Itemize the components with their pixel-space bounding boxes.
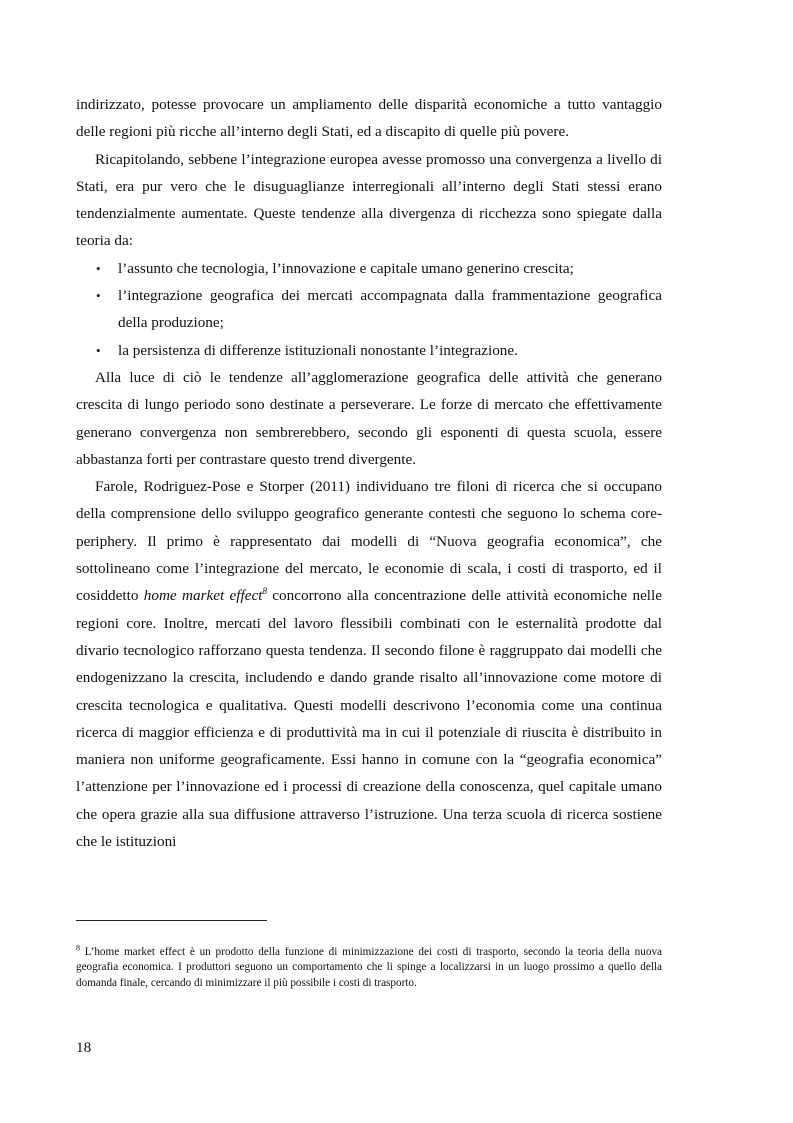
- paragraph-text-after: concorrono alla concentrazione delle attività economiche nelle regioni core. Inoltre, mercati del lavoro flessibili combinati con le esternalità prodotte dal divario tecnologico rafforzano questa tendenza. Il secondo filone è raggruppato dai modelli che endogenizzano la crescita, includendo e dando grande risalto all’innovazione come motore di crescita tecnologica e qualitativa. Questi modelli descrivono l’economia come una continua ricerca di maggior efficienza e di produttività ma in cui il potenziale di riuscita è distribuito in maniera non uniforme geograficamente. Essi hanno in comune con la “geografia economica” l’attenzione per l’innovazione ed i processi di creazione della conoscenza, quel capitale umano che opera grazie alla sua diffusione attraverso l’istruzione. Una terza scuola di ricerca sostiene che le istituzioni: [76, 587, 662, 851]
- list-item-text: l’integrazione geografica dei mercati accompagnata dalla frammentazione geografica della produzione;: [118, 287, 662, 332]
- paragraph-continuation: indirizzato, potesse provocare un ampliamento delle disparità economiche a tutto vantaggio delle regioni più ricche all’interno degli Stati, ed a discapito di quelle più povere.: [76, 96, 662, 141]
- list-item: [76, 337, 662, 364]
- paragraph-text-before: Farole, Rodriguez-Pose e Storper (2011) individuano tre filoni di ricerca che si occupano della comprensione dello sviluppo geografico generante contesti che seguono lo schema core-periphery. Il primo è rappresentato dai modelli di “Nuova geografia economica”, che sottolineano come l’integrazione del mercato, le economie di scala, i costi di trasporto, ed il cosiddetto: [76, 478, 662, 605]
- list-item: [76, 255, 662, 282]
- footnote-number: 8: [76, 943, 80, 953]
- bullet-icon: •: [96, 342, 101, 358]
- footnote-text: L’home market effect è un prodotto della funzione di minimizzazione dei costi di trasporto, secondo la teoria della nuova geografia economica. I produttori seguono un comportamento che li spinge a localizzarsi in un luogo prossimo a quello della domanda finale, cercando di minimizzare il più possibile i costi di trasporto.: [76, 946, 662, 989]
- italic-term: home market effect: [143, 587, 263, 605]
- footnote: [76, 945, 662, 991]
- bullet-icon: •: [96, 288, 101, 304]
- bullet-list: [76, 255, 662, 364]
- list-item-text: la persistenza di differenze istituzionali nonostante l’integrazione.: [118, 341, 518, 359]
- paragraph-research-strands: [76, 473, 662, 855]
- list-item: [76, 282, 662, 337]
- body-text: [76, 91, 662, 855]
- list-item-text: l’assunto che tecnologia, l’innovazione e capitale umano generino crescita;: [118, 259, 574, 277]
- footnote-separator: [76, 920, 267, 921]
- paragraph-summary: Ricapitolando, sebbene l’integrazione europea avesse promosso una convergenza a livello di Stati, era pur vero che le disuguaglianze interregionali all’interno degli Stati stessi erano tendenzialmente aumentate. Queste tendenze alla divergenza di ricchezza sono spiegate dalla teoria da:: [76, 150, 662, 250]
- footnote-reference[interactable]: 8: [262, 586, 267, 597]
- paragraph-agglomeration: Alla luce di ciò le tendenze all’agglomerazione geografica delle attività che generano crescita di lungo periodo sono destinate a perseverare. Le forze di mercato che effettivamente generano convergenza non sembrerebbero, secondo gli esponenti di questa scuola, essere abbastanza forti per contrastare questo trend divergente.: [76, 368, 662, 468]
- page-number: 18: [76, 1039, 92, 1056]
- bullet-icon: •: [96, 260, 101, 276]
